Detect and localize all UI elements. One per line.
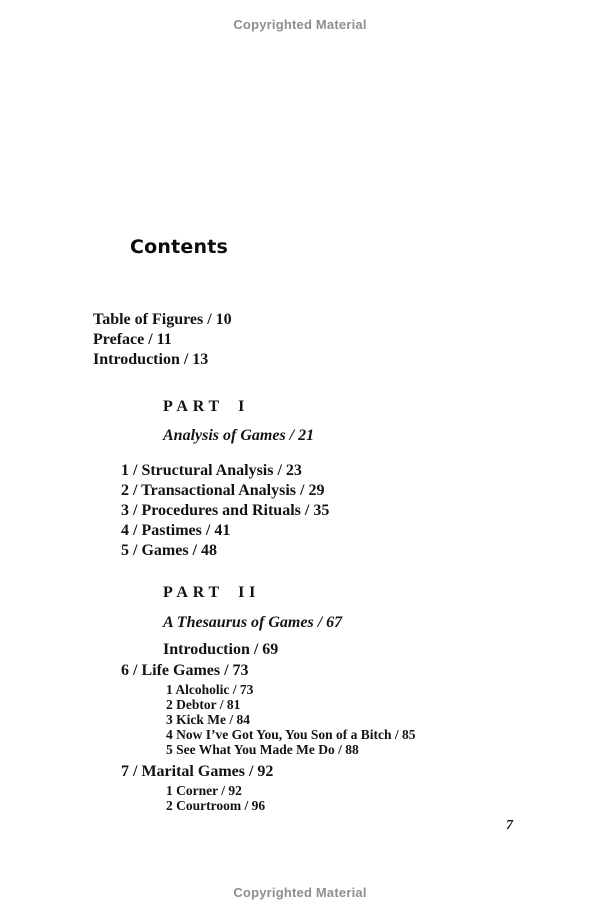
toc-entry-chapter-7: 7 / Marital Games / 92 (121, 763, 274, 780)
toc-entry-chapter-5: 5 / Games / 48 (121, 542, 217, 559)
toc-subentry-now-ive-got-you: 4 Now I’ve Got You, You Son of a Bitch / 85 (166, 727, 416, 742)
chapter-7-sub-list (166, 783, 265, 813)
part2-subtitle: A Thesaurus of Games / 67 (163, 614, 343, 631)
page-number-folio: 7 (506, 818, 513, 833)
toc-entry-preface: Preface / 11 (93, 331, 172, 348)
toc-entry-chapter-2: 2 / Transactional Analysis / 29 (121, 482, 325, 499)
toc-subentry-see-what-you-made-me-do: 5 See What You Made Me Do / 88 (166, 742, 359, 757)
front-matter-list (93, 310, 232, 370)
toc-entry-table-of-figures: Table of Figures / 10 (93, 311, 232, 328)
toc-entry-chapter-6: 6 / Life Games / 73 (121, 662, 249, 679)
toc-entry-introduction: Introduction / 13 (93, 351, 209, 368)
copyright-watermark-top: Copyrighted Material (233, 17, 367, 32)
page-title: Contents (130, 236, 229, 258)
toc-subentry-kick-me: 3 Kick Me / 84 (166, 712, 250, 727)
toc-entry-part2-introduction: Introduction / 69 (163, 641, 279, 658)
part1-chapter-list (121, 461, 329, 561)
part1-heading: PART I (163, 398, 250, 415)
chapter-6-sub-list (166, 682, 416, 757)
toc-subentry-courtroom: 2 Courtroom / 96 (166, 798, 266, 813)
part2-heading: PART II (163, 584, 261, 601)
toc-subentry-alcoholic: 1 Alcoholic / 73 (166, 682, 254, 697)
toc-entry-chapter-1: 1 / Structural Analysis / 23 (121, 462, 302, 479)
copyright-watermark-bottom: Copyrighted Material (233, 885, 367, 900)
toc-entry-chapter-4: 4 / Pastimes / 41 (121, 522, 231, 539)
part1-subtitle: Analysis of Games / 21 (163, 427, 315, 444)
toc-entry-chapter-3: 3 / Procedures and Rituals / 35 (121, 502, 330, 519)
toc-subentry-debtor: 2 Debtor / 81 (166, 697, 241, 712)
toc-subentry-corner: 1 Corner / 92 (166, 783, 242, 798)
